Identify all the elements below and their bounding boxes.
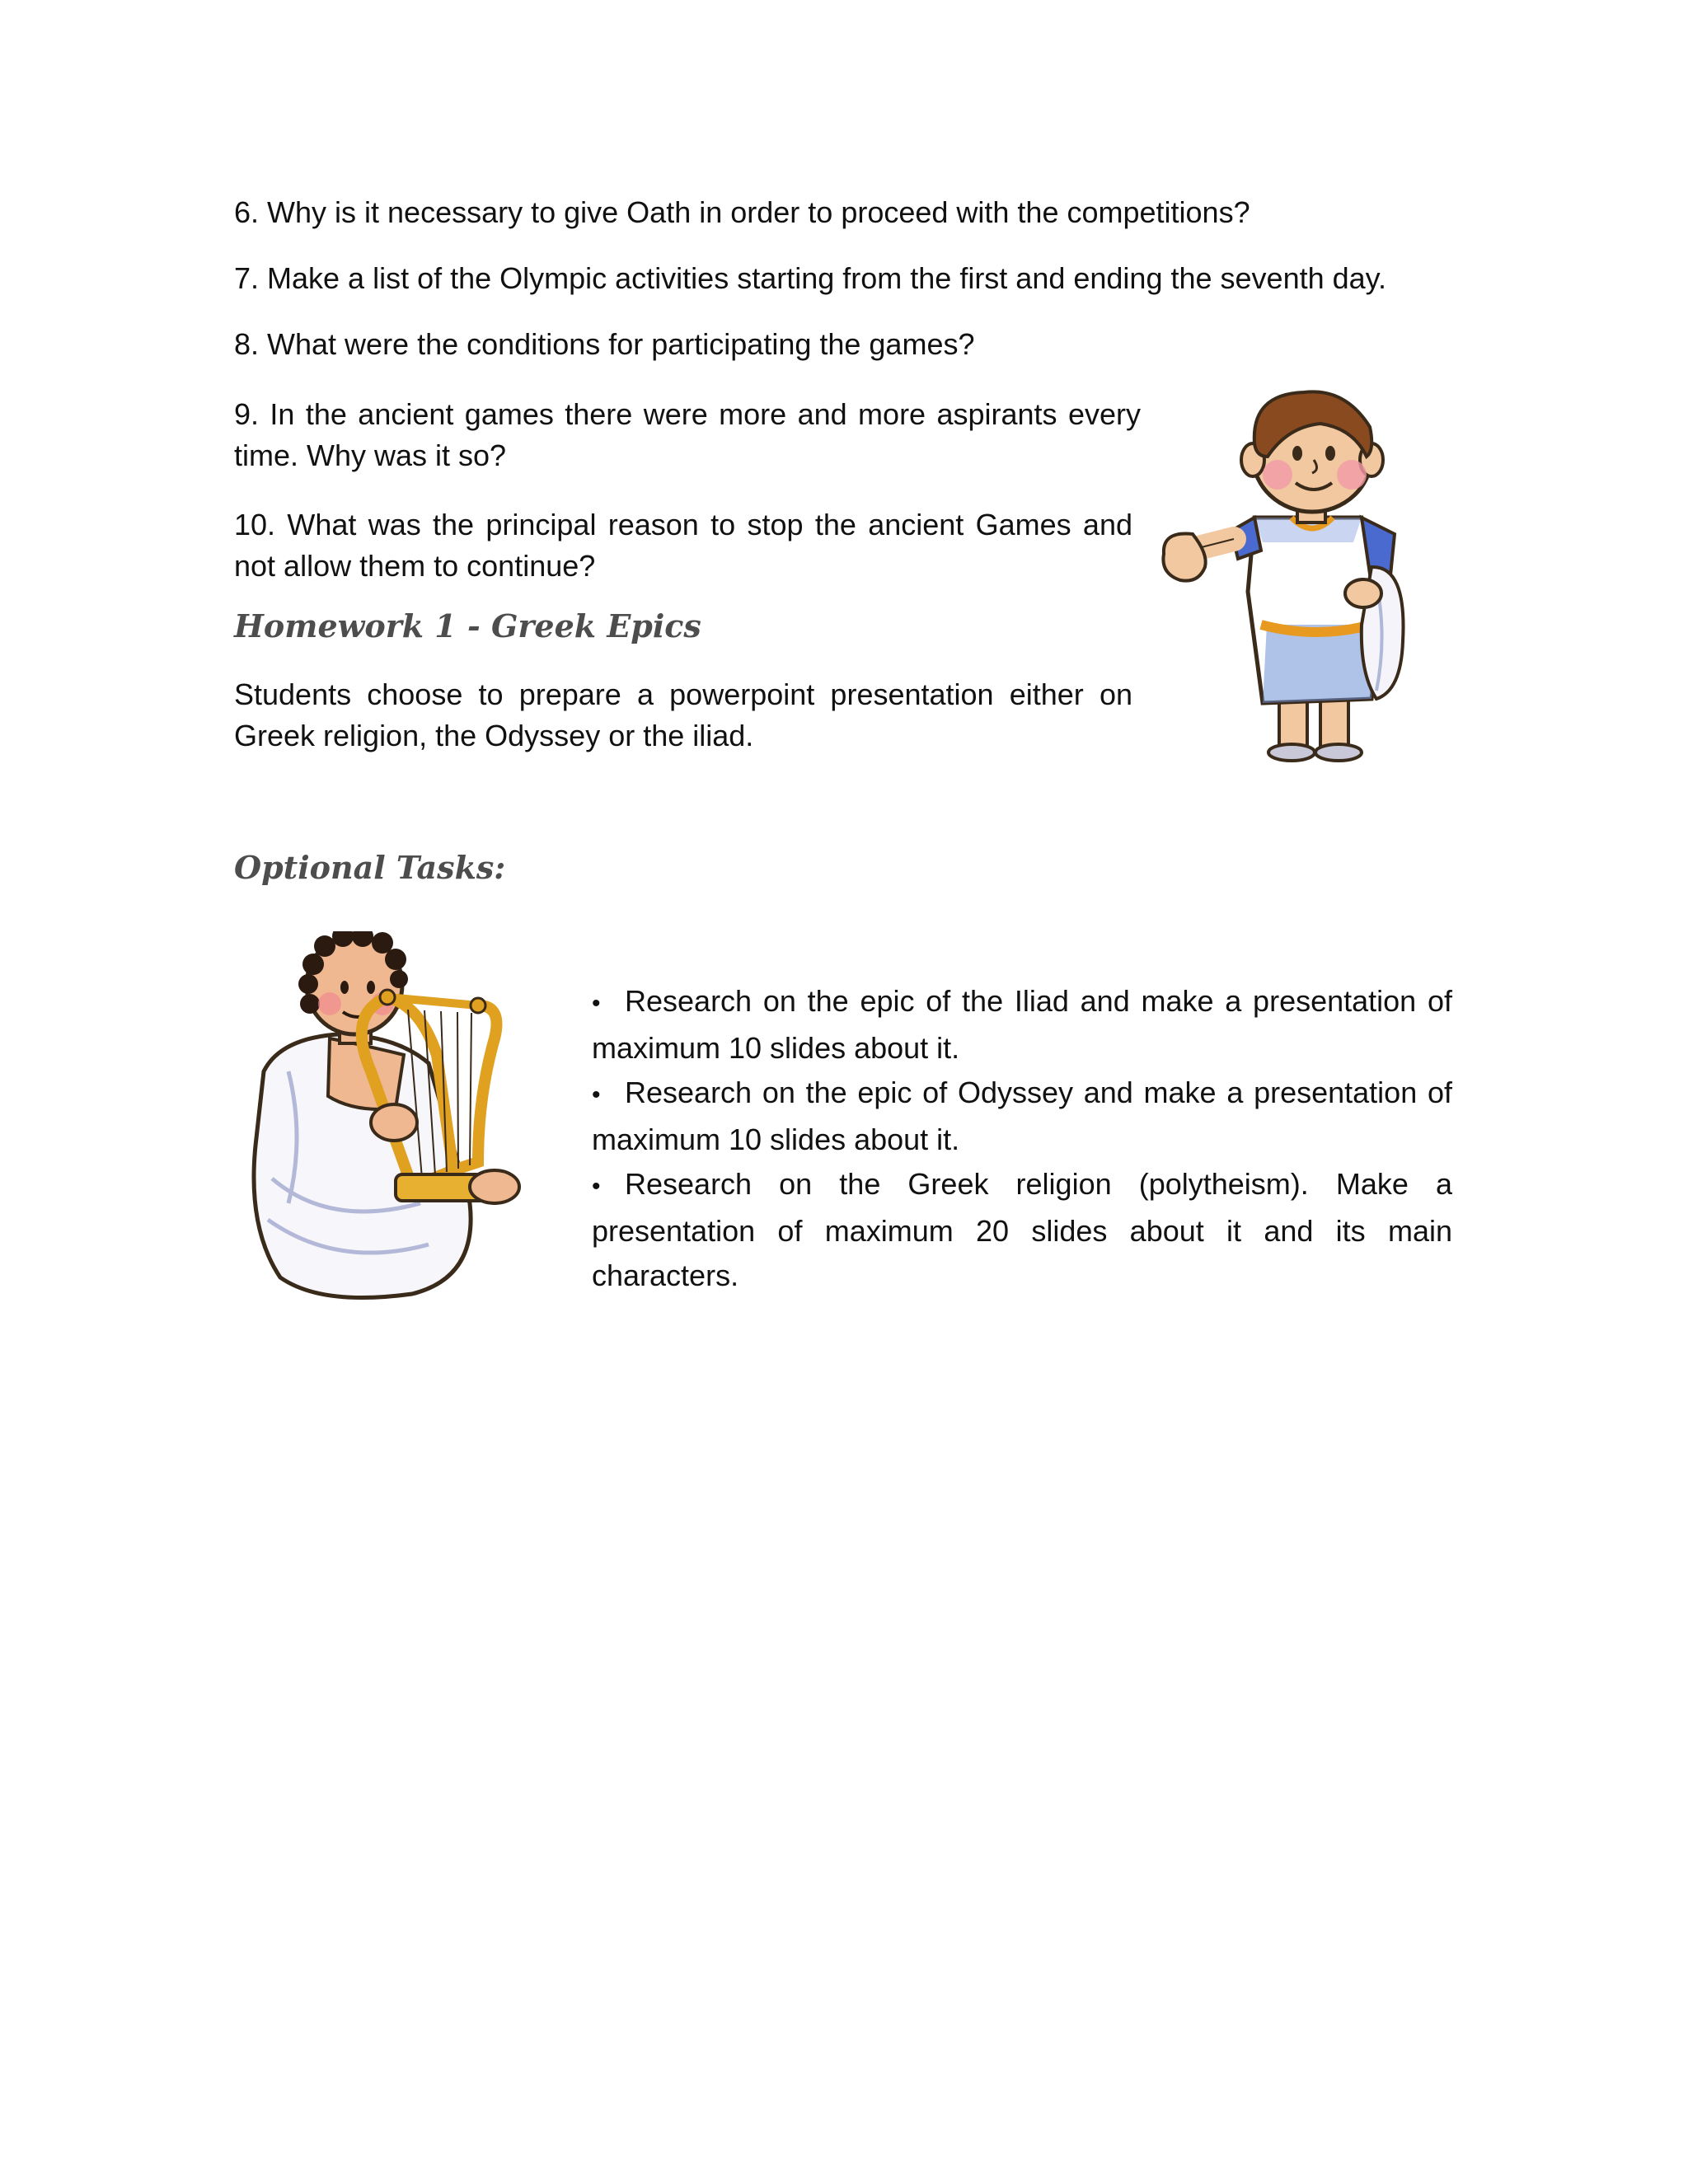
question-8: 8. What were the conditions for participating the games? (234, 327, 975, 361)
lyre-player-illustration (231, 931, 569, 1310)
question-6: 6. Why is it necessary to give Oath in order to proceed with the competitions? (234, 195, 1250, 229)
task-text: Research on the epic of the Iliad and make a presentation of maximum 10 slides about it. (592, 984, 1452, 1065)
list-item (592, 1162, 1452, 1298)
bullet-icon: • (592, 1173, 601, 1200)
greek-boy-illustration (1156, 377, 1461, 765)
optional-tasks-heading: Optional Tasks: (234, 849, 506, 886)
task-text: Research on the Greek religion (polytheism). Make a presentation of maximum 20 slides about it and its main characters. (592, 1167, 1452, 1292)
question-10: 10. What was the principal reason to stop the ancient Games and not allow them to continue? (234, 508, 1132, 583)
list-item (592, 979, 1452, 1071)
question-7: 7. Make a list of the Olympic activities starting from the first and ending the seventh day. (234, 261, 1386, 295)
optional-tasks-list (592, 979, 1452, 1298)
question-9: 9. In the ancient games there were more and more aspirants every time. Why was it so? (234, 397, 1141, 472)
bullet-icon: • (592, 1081, 601, 1108)
homework-body: Students choose to prepare a powerpoint presentation either on Greek religion, the Odyssey or the iliad. (234, 677, 1132, 752)
list-item (592, 1071, 1452, 1162)
bullet-icon: • (592, 990, 601, 1017)
homework-heading: Homework 1 - Greek Epics (234, 607, 701, 644)
task-text: Research on the epic of Odyssey and make a presentation of maximum 10 slides about it. (592, 1076, 1452, 1156)
